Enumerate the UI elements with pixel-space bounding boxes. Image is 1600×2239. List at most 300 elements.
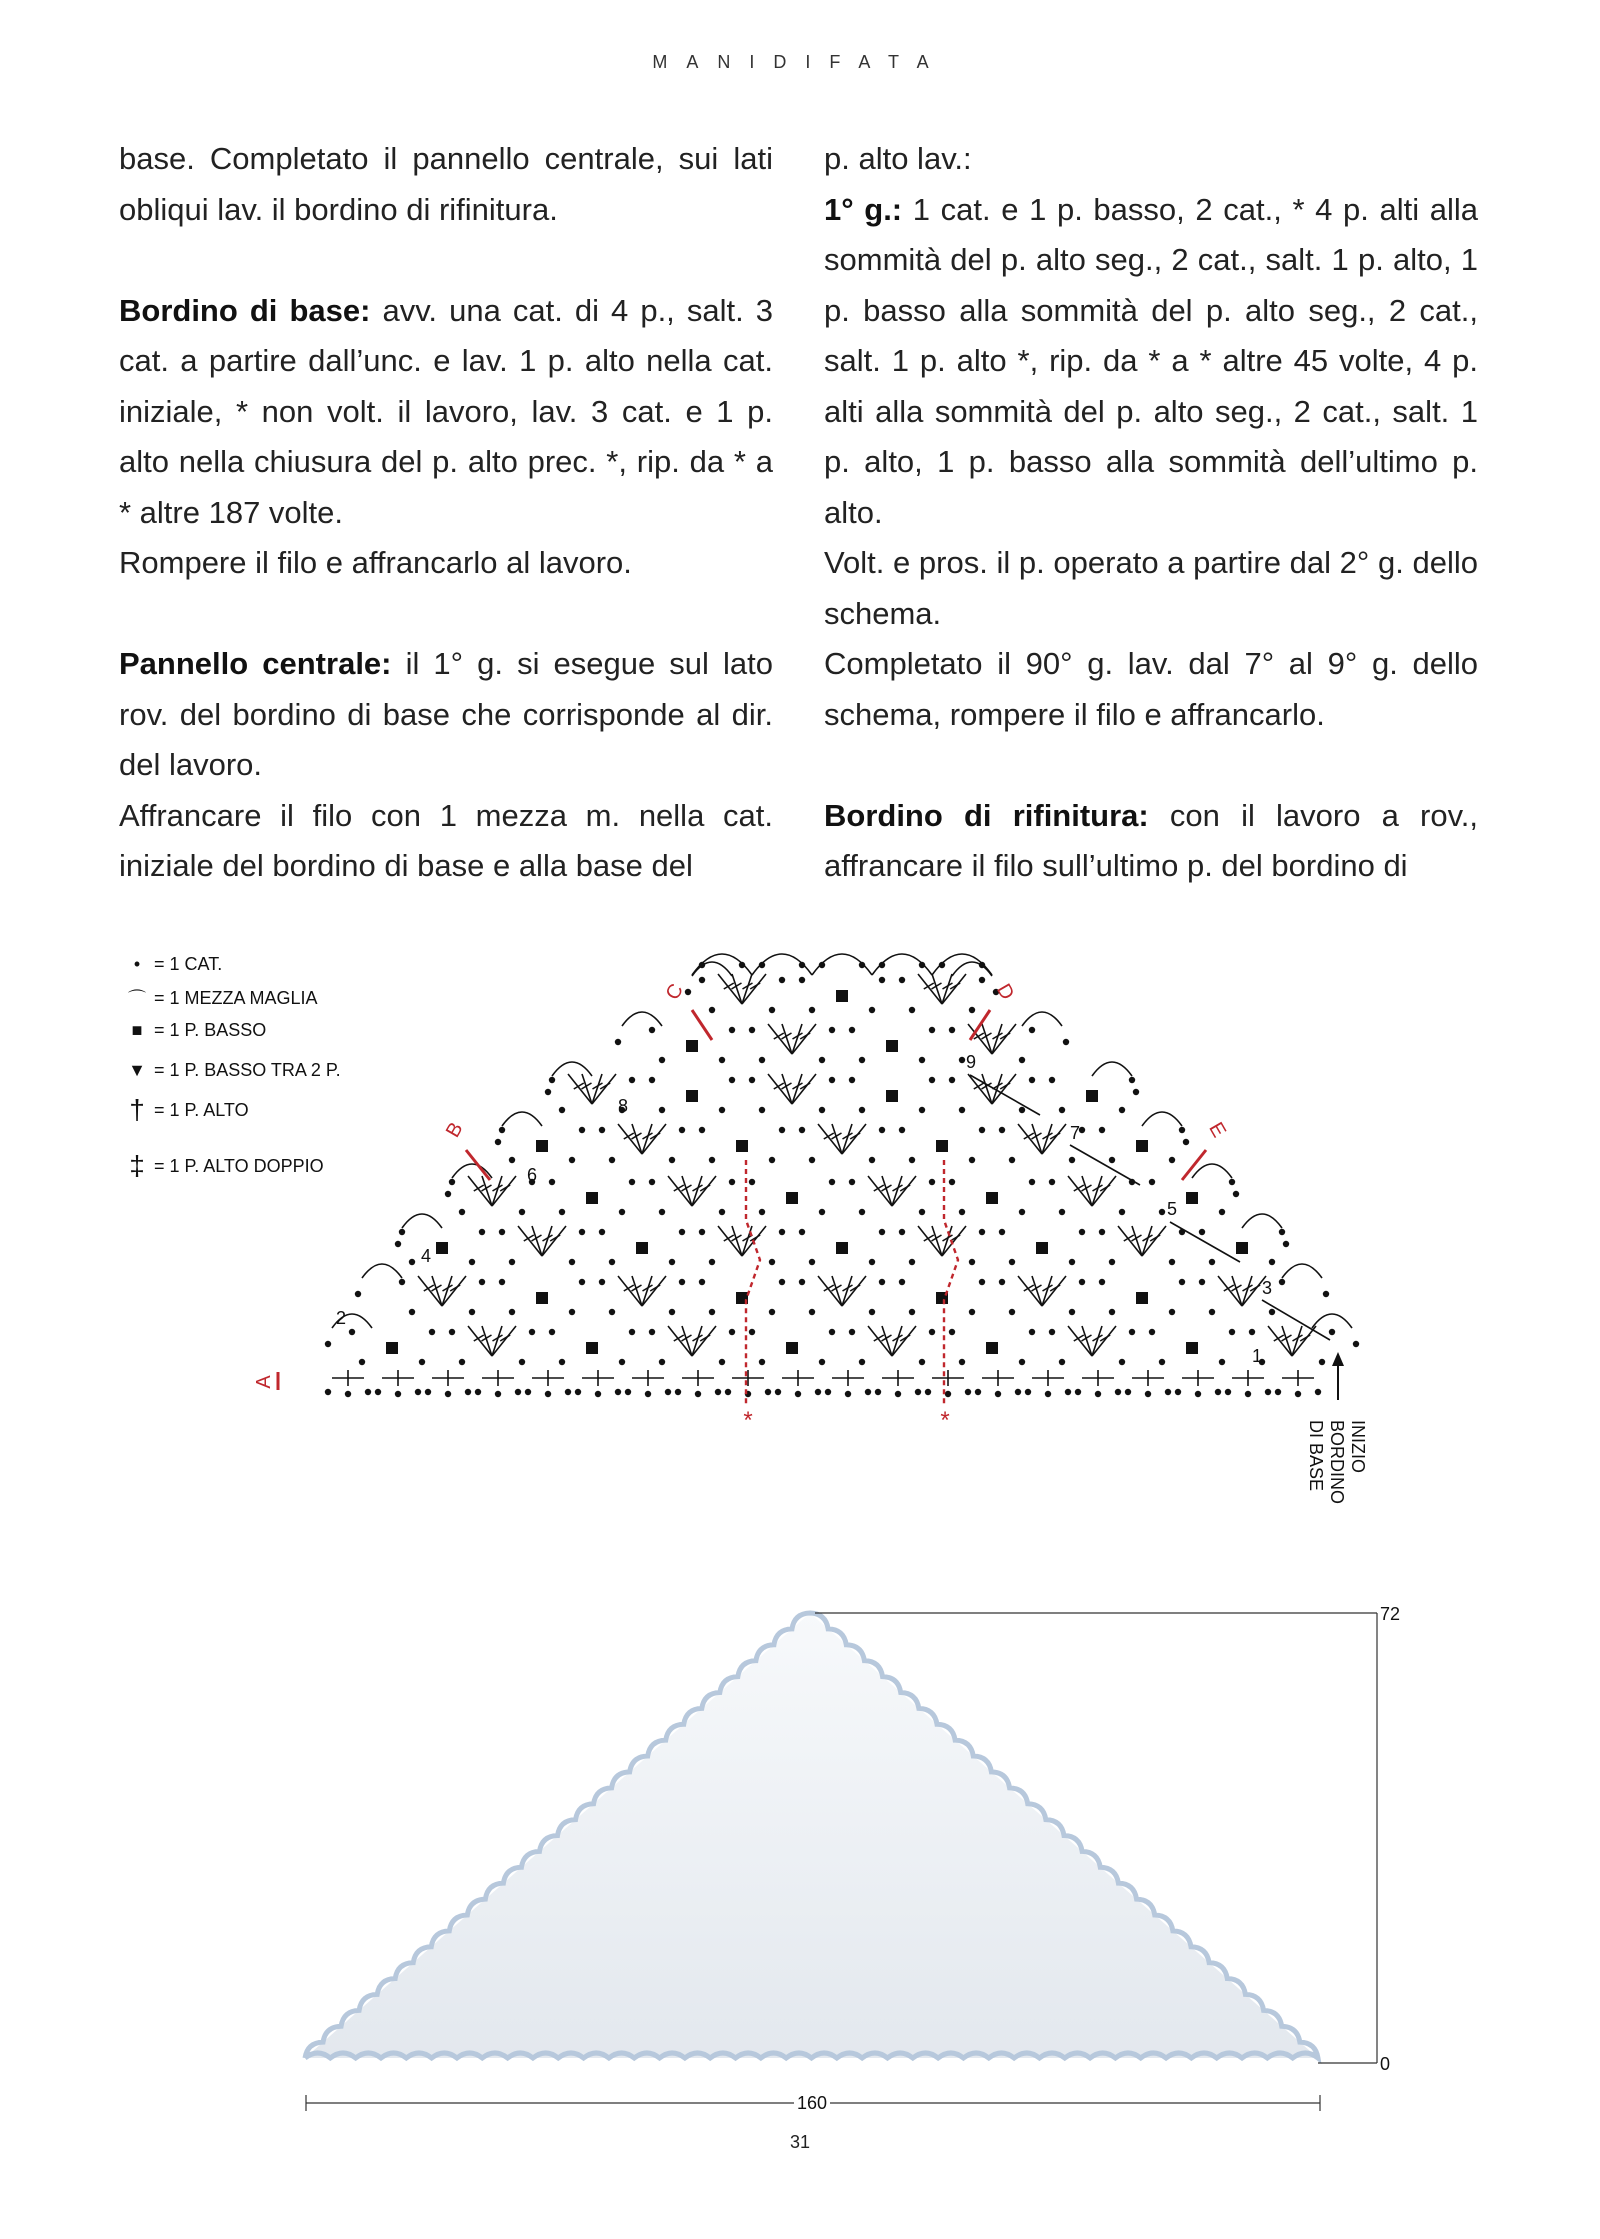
start-label: BORDINO bbox=[1327, 1420, 1347, 1505]
chain-stitch bbox=[1295, 1391, 1301, 1397]
chain-stitch bbox=[1159, 1209, 1165, 1215]
chain-stitch bbox=[1179, 1127, 1185, 1133]
chain-stitch bbox=[815, 1389, 821, 1395]
double-crochet-fan bbox=[918, 1226, 966, 1256]
legend-label: = 1 CAT. bbox=[154, 953, 223, 974]
chain-stitch bbox=[779, 977, 785, 983]
chain-stitch bbox=[545, 1089, 551, 1095]
chain-stitch bbox=[625, 1389, 631, 1395]
single-crochet bbox=[586, 1192, 598, 1204]
chain-stitch bbox=[999, 1127, 1005, 1133]
chain-stitch bbox=[545, 1391, 551, 1397]
double-crochet-fan bbox=[868, 1176, 916, 1206]
chain-stitch bbox=[769, 1157, 775, 1163]
start-label: DI BASE bbox=[1306, 1420, 1326, 1492]
row-number: 5 bbox=[1167, 1199, 1178, 1219]
chain-stitch bbox=[459, 1359, 465, 1365]
row-number: 6 bbox=[527, 1165, 538, 1185]
chain-stitch bbox=[499, 1127, 505, 1133]
chain-stitch bbox=[1025, 1389, 1031, 1395]
chain-stitch bbox=[1029, 1077, 1035, 1083]
dimension-label-zero: 0 bbox=[1380, 2054, 1391, 2074]
chain-stitch bbox=[729, 1179, 735, 1185]
chain-stitch bbox=[1209, 1309, 1215, 1315]
chain-stitch bbox=[415, 1389, 421, 1395]
chain-stitch bbox=[979, 1229, 985, 1235]
chain-stitch bbox=[395, 1391, 401, 1397]
chain-stitch bbox=[969, 1157, 975, 1163]
chain-stitch bbox=[945, 1391, 951, 1397]
chain-stitch bbox=[799, 977, 805, 983]
row-number: 1 bbox=[1252, 1346, 1263, 1366]
chain-stitch bbox=[459, 1209, 465, 1215]
chain-stitch bbox=[725, 1389, 731, 1395]
chain-stitch bbox=[1283, 1241, 1289, 1247]
chain-stitch bbox=[769, 1007, 775, 1013]
chain-stitch bbox=[619, 1359, 625, 1365]
double-crochet-fan bbox=[718, 974, 766, 1004]
chain-stitch bbox=[1149, 1179, 1155, 1185]
chain-stitch bbox=[465, 1389, 471, 1395]
chain-stitch bbox=[819, 1209, 825, 1215]
double-crochet-fan bbox=[768, 1024, 816, 1054]
double-crochet-fan bbox=[868, 1326, 916, 1356]
slip-stitch-arc bbox=[402, 1214, 442, 1228]
single-crochet bbox=[836, 990, 848, 1002]
double-crochet-fan bbox=[568, 1074, 616, 1104]
double-treble-diagonal bbox=[1070, 1145, 1140, 1185]
chain-stitch bbox=[819, 962, 825, 968]
chain-stitch bbox=[699, 1279, 705, 1285]
chain-stitch bbox=[959, 1107, 965, 1113]
single-crochet bbox=[1186, 1342, 1198, 1354]
chain-stitch bbox=[509, 1309, 515, 1315]
chain-stitch bbox=[759, 1359, 765, 1365]
chain-stitch bbox=[579, 1127, 585, 1133]
chain-stitch bbox=[449, 1179, 455, 1185]
chain-stitch bbox=[719, 1057, 725, 1063]
chain-stitch bbox=[395, 1241, 401, 1247]
chain-stitch bbox=[879, 1279, 885, 1285]
chain-stitch bbox=[919, 1209, 925, 1215]
paragraph-text: il 1° g. si esegue sul lato rov. del bordino di base che corrisponde al dir. del lavoro. bbox=[119, 646, 773, 782]
chain-stitch bbox=[399, 1229, 405, 1235]
chain-stitch bbox=[1065, 1389, 1071, 1395]
double-crochet-fan bbox=[1018, 1124, 1066, 1154]
chain-stitch bbox=[979, 962, 985, 968]
single-crochet bbox=[636, 1242, 648, 1254]
chain-stitch bbox=[1315, 1389, 1321, 1395]
chain-stitch bbox=[649, 1027, 655, 1033]
chain-stitch bbox=[825, 1389, 831, 1395]
double-treble-diagonal bbox=[1170, 1222, 1240, 1262]
double-crochet-fan bbox=[668, 1176, 716, 1206]
chain-stitch bbox=[809, 1007, 815, 1013]
chain-stitch bbox=[549, 1077, 555, 1083]
chain-stitch bbox=[979, 977, 985, 983]
chain-stitch bbox=[1353, 1341, 1359, 1347]
double-crochet-fan bbox=[1068, 1326, 1116, 1356]
chain-stitch bbox=[829, 1179, 835, 1185]
chain-stitch bbox=[475, 1389, 481, 1395]
chain-stitch bbox=[909, 1309, 915, 1315]
chain-stitch bbox=[849, 1077, 855, 1083]
chain-stitch bbox=[859, 1359, 865, 1365]
chain-stitch bbox=[1029, 1027, 1035, 1033]
single-crochet bbox=[786, 1192, 798, 1204]
chain-stitch bbox=[975, 1389, 981, 1395]
double-cross-icon: ‡ bbox=[129, 1150, 145, 1181]
repeat-mark: * bbox=[940, 1407, 950, 1434]
chain-stitch bbox=[355, 1291, 361, 1297]
chain-stitch bbox=[1229, 1179, 1235, 1185]
chain-stitch bbox=[659, 1057, 665, 1063]
chain-stitch bbox=[909, 1259, 915, 1265]
chain-stitch bbox=[1249, 1329, 1255, 1335]
chain-stitch bbox=[609, 1309, 615, 1315]
chain-stitch bbox=[719, 1107, 725, 1113]
chain-stitch bbox=[409, 1259, 415, 1265]
chain-stitch bbox=[849, 1179, 855, 1185]
double-crochet-fan bbox=[618, 1276, 666, 1306]
chain-stitch bbox=[1019, 1209, 1025, 1215]
chain-stitch bbox=[949, 1329, 955, 1335]
chain-stitch bbox=[779, 1127, 785, 1133]
row-number: 8 bbox=[618, 1096, 629, 1116]
chain-stitch bbox=[1219, 1209, 1225, 1215]
legend-label: = 1 MEZZA MAGLIA bbox=[154, 987, 318, 1008]
chain-stitch bbox=[715, 1389, 721, 1395]
chain-stitch bbox=[579, 1229, 585, 1235]
chain-stitch bbox=[629, 1329, 635, 1335]
chain-stitch bbox=[1329, 1329, 1335, 1335]
chain-stitch bbox=[445, 1191, 451, 1197]
slip-stitch-arc bbox=[692, 962, 732, 976]
double-crochet-fan bbox=[918, 974, 966, 1004]
chain-stitch bbox=[799, 1127, 805, 1133]
chain-stitch bbox=[819, 1057, 825, 1063]
double-crochet-fan bbox=[1068, 1176, 1116, 1206]
chain-stitch bbox=[729, 1077, 735, 1083]
chain-stitch bbox=[325, 1341, 331, 1347]
section-heading: Bordino di rifinitura: bbox=[824, 797, 1149, 833]
chain-stitch bbox=[765, 1389, 771, 1395]
chain-stitch bbox=[1059, 1107, 1065, 1113]
chain-stitch bbox=[359, 1359, 365, 1365]
chain-stitch bbox=[429, 1329, 435, 1335]
slip-stitch-arc bbox=[1312, 1314, 1352, 1328]
section-heading: 1° g.: bbox=[824, 191, 903, 227]
chain-stitch bbox=[929, 1329, 935, 1335]
section-letter: D bbox=[992, 980, 1019, 1004]
chain-stitch bbox=[665, 1389, 671, 1395]
chain-stitch bbox=[1169, 1259, 1175, 1265]
chain-stitch bbox=[899, 1279, 905, 1285]
chain-stitch bbox=[1169, 1157, 1175, 1163]
chain-stitch bbox=[1069, 1157, 1075, 1163]
dimension-label-height: 72 bbox=[1380, 1604, 1401, 1624]
single-crochet bbox=[836, 1242, 848, 1254]
paragraph-text: con il lavoro a rov., affrancare il filo sull’ultimo p. del bordino di bbox=[824, 797, 1478, 883]
section-heading: Pannello centrale: bbox=[119, 646, 392, 681]
chain-stitch bbox=[1049, 1077, 1055, 1083]
chain-stitch bbox=[469, 1309, 475, 1315]
chain-stitch bbox=[649, 1329, 655, 1335]
chain-stitch bbox=[799, 962, 805, 968]
chain-stitch bbox=[1019, 1359, 1025, 1365]
single-crochet bbox=[686, 1040, 698, 1052]
chain-stitch bbox=[1109, 1157, 1115, 1163]
single-crochet bbox=[1136, 1292, 1148, 1304]
chain-stitch bbox=[859, 962, 865, 968]
single-crochet bbox=[686, 1090, 698, 1102]
chain-stitch bbox=[749, 1179, 755, 1185]
shawl-shape bbox=[305, 1613, 1318, 2058]
chain-stitch bbox=[599, 1229, 605, 1235]
double-crochet-fan bbox=[668, 1326, 716, 1356]
chain-stitch bbox=[875, 1389, 881, 1395]
chain-stitch bbox=[1095, 1391, 1101, 1397]
chain-stitch bbox=[809, 1309, 815, 1315]
chain-stitch bbox=[569, 1259, 575, 1265]
double-crochet-fan bbox=[1018, 1276, 1066, 1306]
chain-stitch bbox=[479, 1229, 485, 1235]
chain-stitch bbox=[409, 1309, 415, 1315]
paragraph: Completato il 90° g. lav. dal 7° al 9° g. dello schema, rompere il filo e affrancarlo. bbox=[824, 646, 1478, 732]
chain-stitch bbox=[659, 1107, 665, 1113]
chain-stitch bbox=[709, 1259, 715, 1265]
chain-stitch bbox=[979, 1279, 985, 1285]
chain-stitch bbox=[729, 1329, 735, 1335]
slip-stitch-arc bbox=[1282, 1264, 1322, 1278]
chain-stitch bbox=[449, 1329, 455, 1335]
chain-stitch bbox=[1069, 1309, 1075, 1315]
single-crochet bbox=[886, 1090, 898, 1102]
chain-stitch bbox=[769, 1259, 775, 1265]
chain-stitch bbox=[1245, 1391, 1251, 1397]
chain-stitch bbox=[999, 1279, 1005, 1285]
chain-stitch bbox=[845, 1391, 851, 1397]
cross-icon: † bbox=[129, 1094, 145, 1125]
chain-stitch bbox=[829, 1027, 835, 1033]
page-number: 31 bbox=[789, 2132, 811, 2152]
chain-stitch bbox=[519, 1209, 525, 1215]
chain-stitch bbox=[959, 1209, 965, 1215]
chain-stitch bbox=[1159, 1359, 1165, 1365]
slip-stitch-arc bbox=[1242, 1214, 1282, 1228]
chain-stitch bbox=[1029, 1179, 1035, 1185]
double-crochet-fan bbox=[468, 1326, 516, 1356]
chain-stitch bbox=[1279, 1229, 1285, 1235]
chain-stitch bbox=[419, 1359, 425, 1365]
slip-stitch-arc bbox=[362, 1264, 402, 1278]
triangle-icon: ▼ bbox=[128, 1059, 146, 1080]
chain-stitch bbox=[869, 1309, 875, 1315]
chain-stitch bbox=[619, 1209, 625, 1215]
chain-stitch bbox=[629, 1179, 635, 1185]
slip-stitch-arc bbox=[1092, 1062, 1132, 1076]
chain-stitch bbox=[1145, 1391, 1151, 1397]
chain-stitch bbox=[659, 1209, 665, 1215]
chain-stitch bbox=[899, 1229, 905, 1235]
chain-stitch bbox=[699, 977, 705, 983]
chain-stitch bbox=[609, 1259, 615, 1265]
chain-stitch bbox=[829, 1077, 835, 1083]
slip-stitch-arc bbox=[1192, 1164, 1232, 1178]
double-crochet-fan bbox=[768, 1074, 816, 1104]
single-crochet bbox=[586, 1342, 598, 1354]
chain-stitch bbox=[559, 1359, 565, 1365]
chain-stitch bbox=[495, 1391, 501, 1397]
chain-stitch bbox=[999, 1229, 1005, 1235]
double-crochet-fan bbox=[418, 1276, 466, 1306]
chain-stitch bbox=[909, 1007, 915, 1013]
double-crochet-fan bbox=[518, 1226, 566, 1256]
chain-stitch bbox=[679, 1279, 685, 1285]
chain-stitch bbox=[579, 1279, 585, 1285]
single-crochet bbox=[1236, 1242, 1248, 1254]
single-crochet bbox=[1086, 1090, 1098, 1102]
chain-stitch bbox=[759, 1107, 765, 1113]
double-crochet-fan bbox=[818, 1124, 866, 1154]
chain-stitch bbox=[1275, 1389, 1281, 1395]
chain-stitch bbox=[1133, 1089, 1139, 1095]
chain-stitch bbox=[799, 1279, 805, 1285]
chain-stitch bbox=[1079, 1279, 1085, 1285]
chain-stitch bbox=[1045, 1391, 1051, 1397]
chain-stitch bbox=[795, 1391, 801, 1397]
chain-stitch bbox=[929, 1179, 935, 1185]
chain-stitch bbox=[1209, 1259, 1215, 1265]
chain-stitch bbox=[375, 1389, 381, 1395]
chain-stitch bbox=[1269, 1309, 1275, 1315]
chain-stitch bbox=[559, 1107, 565, 1113]
chain-stitch bbox=[1009, 1157, 1015, 1163]
chain-stitch bbox=[615, 1039, 621, 1045]
slip-stitch-arc bbox=[552, 1062, 592, 1076]
chain-stitch bbox=[1229, 1329, 1235, 1335]
start-arrow bbox=[1332, 1352, 1344, 1400]
chain-stitch bbox=[1049, 1329, 1055, 1335]
chain-stitch bbox=[809, 1157, 815, 1163]
row-number: 7 bbox=[1070, 1123, 1081, 1143]
chain-stitch bbox=[1279, 1279, 1285, 1285]
crochet-chart bbox=[325, 954, 1359, 1405]
section-heading: Bordino di base: bbox=[119, 292, 371, 328]
chain-stitch bbox=[1063, 1039, 1069, 1045]
chain-stitch bbox=[1165, 1389, 1171, 1395]
chain-stitch bbox=[1009, 1309, 1015, 1315]
chain-stitch bbox=[819, 1107, 825, 1113]
chain-stitch bbox=[1265, 1389, 1271, 1395]
arc-icon: ⌒ bbox=[128, 989, 146, 1009]
chain-stitch bbox=[1069, 1259, 1075, 1265]
single-crochet bbox=[986, 1342, 998, 1354]
chain-stitch bbox=[859, 1057, 865, 1063]
chain-stitch bbox=[1015, 1389, 1021, 1395]
chain-stitch bbox=[709, 1157, 715, 1163]
chain-stitch bbox=[949, 1179, 955, 1185]
slip-stitch-arc bbox=[1022, 1012, 1062, 1026]
chain-stitch bbox=[495, 1139, 501, 1145]
chain-stitch bbox=[1009, 1259, 1015, 1265]
chain-stitch bbox=[445, 1391, 451, 1397]
chain-stitch bbox=[709, 1007, 715, 1013]
single-crochet bbox=[536, 1140, 548, 1152]
chain-stitch bbox=[679, 1127, 685, 1133]
chain-stitch bbox=[779, 1279, 785, 1285]
square-icon: ■ bbox=[131, 1019, 143, 1040]
chain-stitch bbox=[849, 1027, 855, 1033]
chain-stitch bbox=[1059, 1359, 1065, 1365]
chain-stitch bbox=[895, 1391, 901, 1397]
single-crochet bbox=[1036, 1242, 1048, 1254]
chain-stitch bbox=[1059, 1209, 1065, 1215]
double-crochet-fan bbox=[718, 1226, 766, 1256]
chain-stitch bbox=[515, 1389, 521, 1395]
chain-stitch bbox=[919, 962, 925, 968]
chain-stitch bbox=[759, 962, 765, 968]
chain-stitch bbox=[659, 1359, 665, 1365]
chain-stitch bbox=[719, 1209, 725, 1215]
chain-stitch bbox=[1319, 1359, 1325, 1365]
chain-stitch bbox=[1195, 1391, 1201, 1397]
chain-stitch bbox=[959, 1057, 965, 1063]
chain-stitch bbox=[1119, 1209, 1125, 1215]
row-number: 4 bbox=[421, 1246, 432, 1266]
chain-stitch bbox=[609, 1157, 615, 1163]
chain-stitch bbox=[615, 1389, 621, 1395]
chain-stitch bbox=[1179, 1279, 1185, 1285]
chain-stitch bbox=[869, 1259, 875, 1265]
chain-stitch bbox=[569, 1157, 575, 1163]
chain-stitch bbox=[1119, 1359, 1125, 1365]
chain-stitch bbox=[939, 962, 945, 968]
section-tick bbox=[692, 1010, 712, 1040]
chain-stitch bbox=[509, 1157, 515, 1163]
chain-stitch bbox=[719, 1359, 725, 1365]
double-crochet-fan bbox=[618, 1124, 666, 1154]
chain-stitch bbox=[1129, 1329, 1135, 1335]
chain-stitch bbox=[749, 1329, 755, 1335]
chain-stitch bbox=[899, 1127, 905, 1133]
chain-stitch bbox=[779, 1229, 785, 1235]
chain-stitch bbox=[649, 1077, 655, 1083]
chain-stitch bbox=[1049, 1179, 1055, 1185]
chain-stitch bbox=[1129, 1077, 1135, 1083]
chain-stitch bbox=[709, 1309, 715, 1315]
repeat-line bbox=[944, 1160, 958, 1405]
chain-stitch bbox=[1019, 1107, 1025, 1113]
chain-stitch bbox=[879, 1127, 885, 1133]
chain-stitch bbox=[575, 1389, 581, 1395]
chain-stitch bbox=[1323, 1291, 1329, 1297]
paragraph: base. Completato il pannello centrale, sui lati obliqui lav. il bordino di rifinitura. bbox=[119, 141, 773, 227]
single-crochet bbox=[786, 1342, 798, 1354]
chain-stitch bbox=[799, 1229, 805, 1235]
slip-stitch-arc bbox=[952, 962, 992, 976]
chain-stitch bbox=[979, 1127, 985, 1133]
chain-stitch bbox=[349, 1329, 355, 1335]
chain-stitch bbox=[1125, 1389, 1131, 1395]
chain-stitch bbox=[469, 1259, 475, 1265]
single-crochet bbox=[386, 1342, 398, 1354]
chain-stitch bbox=[549, 1329, 555, 1335]
chain-stitch bbox=[929, 1027, 935, 1033]
chain-stitch bbox=[695, 1391, 701, 1397]
chain-stitch bbox=[699, 962, 705, 968]
paragraph-text: 1 cat. e 1 p. basso, 2 cat., * 4 p. alti alla sommità del p. alto seg., 2 cat., salt. 1 p. alto, 1 p. basso alla sommità del p. alto seg., 2 cat., salt. 1 p. alto *, rip. da * a * altre 45 volte, 4 p. alti alla sommità del p. alto seg., 2 cat., salt. 1 p. alto, 1 p. basso alla sommità dell’ultimo p. alto. bbox=[824, 191, 1478, 530]
